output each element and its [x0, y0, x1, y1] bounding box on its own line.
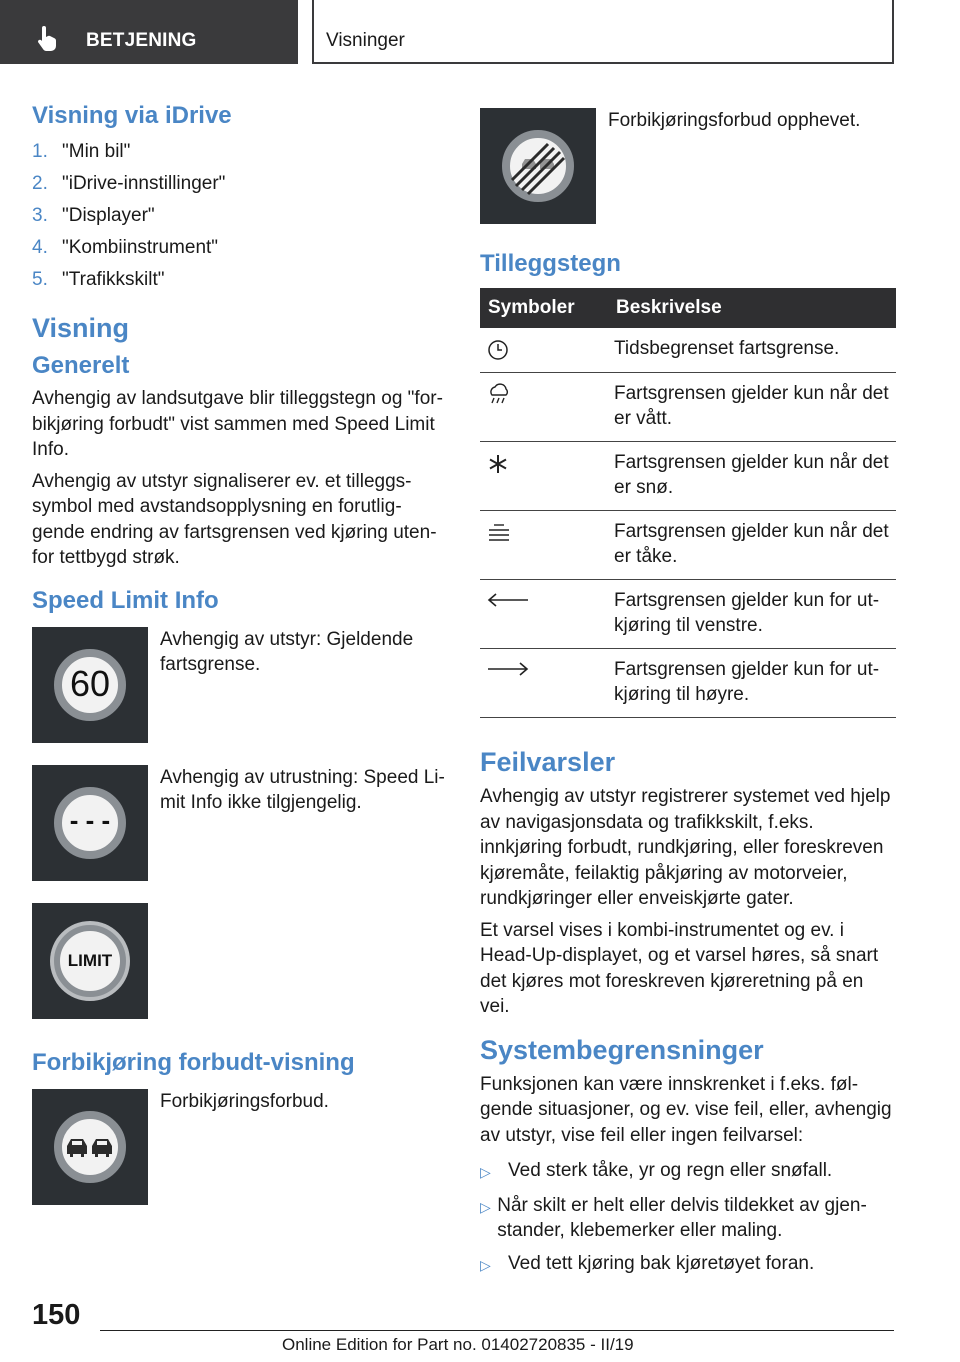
- systembegrensninger-intro: Funksjonen kan være innskrenket i f.eks. følgende situasjoner, og ev. vise feil, eller, avhengig av utstyr, vise feil eller ingen feilvarsel:: [480, 1073, 892, 1146]
- end-no-overtaking-sign: [480, 108, 596, 224]
- footer-divider: [100, 1330, 894, 1331]
- feilvarsler-p2: Et varsel vises i kombi-instrumentet og ev. i Head-Up-displayet, og et varsel høres, så snart det kjøres mot foreskreven kjøreretning på en vei.: [480, 919, 879, 1017]
- table-row: Fartsgrensen gjelder kun når det er snø.: [480, 442, 896, 511]
- list-item: ▷ Når skilt er helt eller delvis tildekket av gjenstander, klebemerker eller maling.: [480, 1193, 896, 1244]
- idrive-heading: Visning via iDrive: [32, 102, 232, 129]
- list-item: 2. "iDrive-innstillinger": [32, 173, 226, 194]
- generelt-heading: Generelt: [32, 352, 130, 379]
- table-row: Fartsgrensen gjelder kun for utkjøring til høyre.: [480, 649, 896, 718]
- sign-row-no-overtaking: [32, 1089, 448, 1205]
- sign-row-limit: [32, 903, 448, 1019]
- table-row: Tidsbegrenset fartsgrense.: [480, 328, 896, 373]
- header-section-label: BETJENING: [86, 30, 197, 51]
- two-cars-icon: [65, 1136, 115, 1158]
- visning-heading: Visning: [32, 313, 130, 343]
- arrow-right-icon: [486, 659, 530, 679]
- list-item: ▷ Ved sterk tåke, yr og regn eller snøfall.: [480, 1158, 896, 1186]
- bullet-triangle-icon: ▷: [480, 1256, 491, 1273]
- hand-touch-icon: [36, 26, 58, 52]
- list-item: 4. "Kombiinstrument": [32, 237, 219, 258]
- table-header-row: [480, 288, 896, 328]
- sign-value-60: 60: [69, 662, 111, 704]
- speed-limit-60-sign: [32, 627, 148, 743]
- list-item: ▷ Ved tett kjøring bak kjøretøyet foran.: [480, 1251, 896, 1279]
- speed-limit-heading: Speed Limit Info: [32, 586, 219, 614]
- additional-signs-table: [480, 288, 896, 718]
- sign-value-dashes: - - -: [69, 804, 111, 835]
- no-overtaking-sign: [32, 1089, 148, 1205]
- systembegrensninger-heading: Systembegrensninger: [480, 1034, 764, 1065]
- sign2-description: Avhengig av utrustning: Speed Limit Info ikke tilgjengelig.: [160, 766, 445, 813]
- overtaking-heading: Forbikjøring forbudt-visning: [32, 1048, 355, 1076]
- footer-edition: Online Edition for Part no. 01402720835 - II/19: [282, 1335, 634, 1354]
- sign-value-limit: LIMIT: [67, 950, 113, 970]
- list-item: 1. "Min bil": [32, 141, 131, 162]
- header-title: Visninger: [326, 30, 405, 51]
- list-item: 5. "Trafikkskilt": [32, 269, 165, 290]
- additional-signs-heading: Tilleggstegn: [480, 250, 621, 277]
- fog-icon: [486, 521, 512, 545]
- col-description-header: Beskrivelse: [608, 288, 896, 328]
- list-item: 3. "Displayer": [32, 205, 155, 226]
- left-column: [32, 100, 448, 1227]
- table-row: Fartsgrensen gjelder kun når det er tåke.: [480, 511, 896, 580]
- limits-bullets: [480, 1158, 896, 1278]
- rain-cloud-icon: [486, 383, 512, 407]
- snowflake-icon: [486, 452, 510, 476]
- overtaking-end-description: Forbikjøringsforbud opphevet.: [608, 110, 861, 131]
- idrive-steps: [32, 136, 448, 296]
- arrow-left-icon: [486, 590, 530, 610]
- sign-row-unavailable: [32, 765, 448, 881]
- speed-limit-unavailable-sign: [32, 765, 148, 881]
- clock-icon: [486, 338, 510, 362]
- generelt-p1: Avhengig av landsutgave blir tilleggstegn og "forbikjøring forbudt" vist sammen med Speed Limit Info.: [32, 388, 443, 460]
- page-number: 150: [32, 1299, 81, 1331]
- right-column: [480, 108, 896, 1285]
- table-row: Fartsgrensen gjelder kun når det er vått.: [480, 373, 896, 442]
- speed-limit-limit-sign: [32, 903, 148, 1019]
- generelt-p2: Avhengig av utstyr signaliserer ev. et tilleggssymbol med avstandsopplysning en forutliggende endring av fartsgrensen ved kjøring utenfor tettbygd strøk.: [32, 470, 437, 568]
- bullet-triangle-icon: ▷: [480, 1164, 491, 1180]
- bullet-triangle-icon: ▷: [480, 1198, 491, 1215]
- sign-row-overtaking-end: [480, 108, 896, 224]
- overtaking-sign-description: Forbikjøringsforbud.: [160, 1090, 329, 1112]
- col-symbols-header: Symboler: [480, 288, 608, 328]
- table-row: Fartsgrensen gjelder kun for utkjøring til venstre.: [480, 580, 896, 649]
- feilvarsler-p1: Avhengig av utstyr registrerer systemet ved hjelp av navigasjonsdata og trafikkskilt, f.eks. innkjøring forbudt, rundkjøring, eller foreskreven kjøremåte, feilaktig påkjøring av motorveier, rundkjøringer eller enveiskjørte gater.: [480, 786, 891, 909]
- sign-row-current-limit: [32, 627, 448, 743]
- feilvarsler-heading: Feilvarsler: [480, 747, 616, 777]
- sign1-description: Avhengig av utstyr: Gjeldende fartsgrense.: [160, 628, 414, 675]
- end-overtaking-icon: [502, 130, 574, 202]
